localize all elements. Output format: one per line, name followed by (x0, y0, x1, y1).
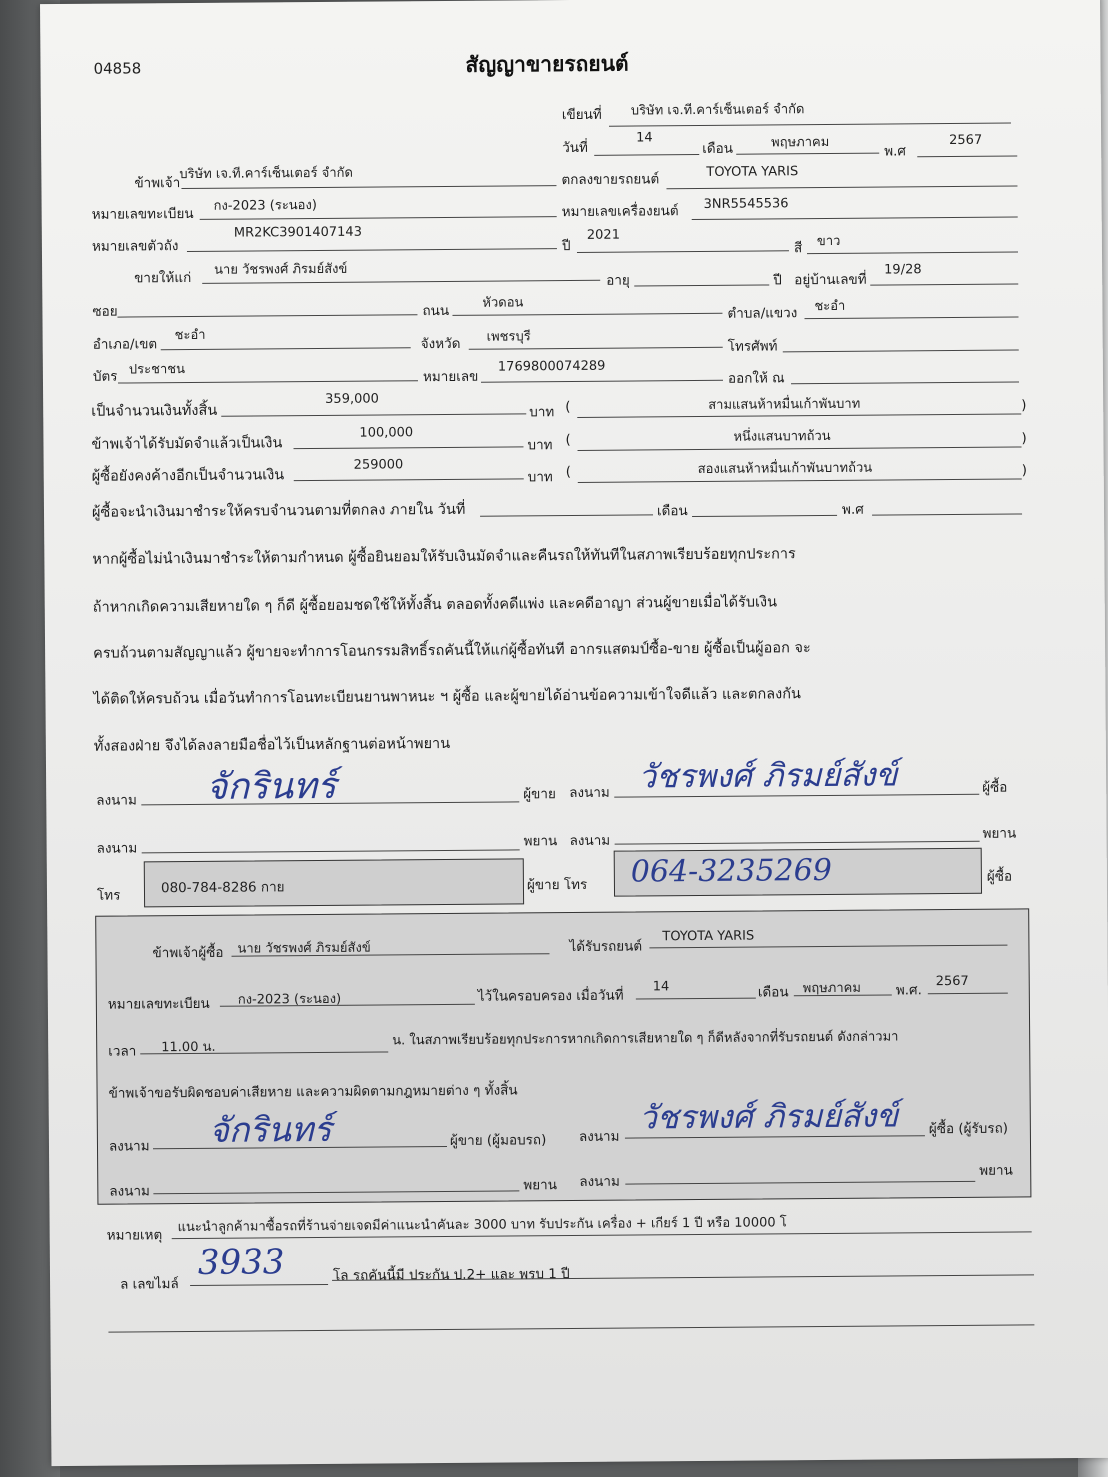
total-baht: บาท (529, 404, 555, 421)
deposit-words-line (578, 446, 1022, 450)
deposit-open-paren: ( (565, 432, 571, 449)
remain-label: ผู้ซื้อยังคงค้างอีกเป็นจำนวนเงิน (91, 467, 285, 485)
witness2-sign-line (615, 841, 980, 845)
receipt-plate-label: หมายเลขทะเบียน (107, 995, 210, 1013)
terms-line-4: ได้ติดให้ครบถ้วน เมื่อวันทำการโอนทะเบียนยานพาหนะ ฯ ผู้ซื้อ และผู้ขายได้อ่านข้อความเข้าใจดีแล้ว และตกลงกัน (93, 686, 801, 708)
receipt-month-label: เดือน (757, 984, 789, 1001)
receipt-witness1-role: พยาน (523, 1177, 557, 1194)
receipt-seller-sign-label: ลงนาม (108, 1138, 150, 1155)
remarks-text: แนะนำลูกค้ามาซื้อรถที่ร้านจ่ายเจดมีค่าแนะนำคันละ 3000 บาท รับประกัน เครื่อง + เกียร์ 1 ปี หรือ 10000 โ (177, 1215, 787, 1236)
receipt-witness2-role: พยาน (979, 1162, 1013, 1179)
remain-value: 259000 (353, 457, 404, 473)
card-value: ประชาชน (128, 362, 186, 378)
month-line (736, 153, 879, 155)
buyer-line (202, 280, 600, 284)
due-year-label: พ.ศ (841, 501, 864, 518)
due-month-label: เดือน (656, 503, 688, 520)
remarks-line-3 (108, 1324, 1034, 1332)
witness1-sign-label: ลงนาม (96, 840, 138, 857)
receipt-buyer-name: นาย วัชรพงศ์ ภิรมย์สังข์ (237, 940, 371, 957)
seller-phone: 080-784-8286 กาย (160, 879, 285, 897)
deposit-line (294, 446, 524, 449)
plate-label: หมายเลขทะเบียน (91, 205, 194, 223)
buyer-role: ผู้ซื้อ (982, 779, 1008, 796)
deposit-words: หนึ่งแสนบาทถ้วน (733, 428, 831, 445)
receipt-witness2-sign-label: ลงนาม (579, 1173, 620, 1190)
color-value: ขาว (816, 233, 841, 250)
seller-sign-label: ลงนาม (96, 792, 137, 809)
engine-label: หมายเลขเครื่องยนต์ (561, 203, 679, 221)
total-label: เป็นจำนวนเงินทั้งสิ้น (91, 402, 218, 420)
agree-line (666, 185, 1017, 189)
terms-line-3: ครบถ้วนตามสัญญาแล้ว ผู้ขายจะทำการโอนกรรมสิทธิ์รถคันนี้ให้แก่ผู้ซื้อทันที อากรแสตมป์ซื้อ-ขาย ผู้ซื้อเป็นผู้ออก จะ (93, 640, 811, 662)
year-line (917, 155, 1017, 157)
subdistrict-value: ชะอำ (814, 298, 846, 315)
vehicle-year-value: 2021 (586, 227, 621, 243)
seller-signature: จักรินทร์ (206, 765, 337, 808)
remain-close-paren: ) (1021, 462, 1028, 479)
house-line (870, 283, 1018, 285)
soi-line (117, 314, 417, 317)
receipt-year: 2567 (935, 973, 969, 990)
mileage-line (190, 1284, 328, 1286)
receipt-seller-signature: จักรินทร์ (208, 1109, 332, 1151)
written-at-line (609, 123, 1011, 127)
remain-baht: บาท (527, 469, 553, 486)
buyer-phone-role: ผู้ซื้อ (986, 868, 1013, 885)
receipt-time: 11.00 น. (161, 1039, 216, 1056)
year-label: พ.ศ (884, 143, 907, 160)
subdistrict-line (805, 316, 1019, 319)
buyer-sign-label: ลงนาม (569, 784, 610, 802)
engine-line (692, 216, 1018, 220)
phone-label: โทรศัพท์ (727, 338, 778, 355)
receipt-buyer-sign-label: ลงนาม (578, 1128, 620, 1145)
terms-line-2: ถ้าหากเกิดความเสียหายใด ๆ ก็ดี ผู้ซื้อยอมชดใช้ให้ทั้งสิ้น ตลอดทั้งคดีแพ่ง และคดีอาญา ส่วนผู้ขายเมื่อได้รับเงิน (92, 594, 778, 616)
chassis-label: หมายเลขตัวถัง (91, 238, 179, 255)
seller-phone-label: โทร (96, 887, 121, 904)
total-value: 359,000 (325, 391, 379, 407)
mileage-suffix: โล รถคันนี้มี ประกัน ป.2+ และ พรบ 1 ปี (332, 1266, 570, 1284)
total-close-paren: ) (1021, 397, 1027, 414)
card-line (118, 380, 418, 383)
remain-words: สองแสนห้าหมื่นเก้าพันบาทถ้วน (697, 460, 873, 478)
issued-label: ออกให้ ณ (727, 370, 785, 387)
id-line (481, 380, 723, 383)
receipt-responsibility-text: ข้าพเจ้าขอรับผิดชอบค่าเสียหาย และความผิดตามกฎหมายต่าง ๆ ทั้งสิ้น (108, 1082, 518, 1102)
agree-label: ตกลงขายรถยนต์ (561, 171, 660, 189)
district-line (161, 347, 411, 350)
chassis-value: MR2KC3901407143 (233, 224, 363, 241)
receipt-plate: กง-2023 (ระนอง) (237, 991, 342, 1008)
seller-value: บริษัท เจ.ที.คาร์เซ็นเตอร์ จำกัด (179, 165, 353, 183)
receipt-buyer-signature: วัชรพงศ์ ภิรมย์สังข์ (638, 1096, 899, 1137)
deposit-value: 100,000 (359, 425, 414, 441)
witness2-role: พยาน (982, 825, 1017, 842)
buyer-phone: 064-3235269 (630, 852, 832, 890)
house-label: อยู่บ้านเลขที่ (794, 271, 867, 289)
age-label: อายุ (606, 272, 630, 289)
deposit-close-paren: ) (1021, 430, 1027, 447)
chassis-line (187, 248, 557, 252)
written-at-value: บริษัท เจ.ที.คาร์เซ็นเตอร์ จำกัด (630, 102, 805, 119)
deposit-baht: บาท (527, 437, 553, 454)
written-at-label: เขียนที่ (561, 106, 602, 124)
witness1-sign-line (142, 849, 520, 853)
due-label: ผู้ซื้อจะนำเงินมาชำระให้ครบจำนวนตามที่ตกลง ภายใน วันที่ (91, 501, 466, 521)
witness2-sign-label: ลงนาม (569, 832, 611, 850)
color-label: สี (793, 240, 803, 257)
road-line (452, 313, 722, 316)
terms-line-1: หากผู้ซื้อไม่นำเงินมาชำระให้ตามกำหนด ผู้ซื้อยินยอมให้รับเงินมัดจำและคืนรถให้ทันทีในสภาพเรียบร้อยทุกประการ (92, 546, 796, 568)
year-value: 2567 (949, 132, 983, 149)
buyer-name: นาย วัชรพงศ์ ภิรมย์สังข์ (214, 261, 348, 278)
total-open-paren: ( (565, 399, 571, 416)
remain-open-paren: ( (565, 464, 572, 481)
remain-line (294, 478, 524, 481)
receipt-possession-label: ไว้ในครอบครอง เมื่อวันที่ (477, 987, 624, 1005)
receipt-witness1-sign-label: ลงนาม (109, 1183, 150, 1200)
receipt-car: TOYOTA YARIS (662, 928, 755, 945)
color-line (807, 251, 1018, 254)
receipt-box (95, 908, 1031, 1204)
phone-line (783, 349, 1019, 352)
seller-line (181, 185, 556, 189)
road-value: หัวดอน (482, 295, 524, 311)
document-number: 04858 (93, 59, 142, 78)
terms-line-5: ทั้งสองฝ่าย จึงได้ลงลายมือชื่อไว้เป็นหลักฐานต่อหน้าพยาน (93, 735, 451, 755)
car-value: TOYOTA YARIS (706, 164, 799, 180)
receipt-time-label: เวลา (108, 1043, 137, 1060)
total-words: สามแสนห้าหมื่นเก้าพันบาท (708, 396, 861, 413)
buyer-signature: วัชรพงศ์ ภิรมย์สังข์ (637, 755, 898, 796)
plate-value: กง-2023 (ระนอง) (213, 197, 317, 214)
receipt-day: 14 (652, 979, 670, 995)
province-value: เพชรบุรี (486, 329, 531, 345)
district-value: ชะอำ (174, 327, 206, 344)
subdistrict-label: ตำบล/แขวง (727, 305, 798, 322)
card-label: บัตร (92, 368, 118, 385)
district-label: อำเภอ/เขต (92, 336, 158, 353)
receipt-condition-text: น. ในสภาพเรียบร้อยทุกประการหากเกิดการเสียหายใด ๆ ก็ดีหลังจากที่รับรถยนต์ ดังกล่าวมา (392, 1029, 899, 1049)
vehicle-year-line (577, 250, 789, 253)
receipt-buyer-role: ผู้ซื้อ (ผู้รับรถ) (928, 1120, 1009, 1138)
remain-words-line (578, 478, 1022, 482)
month-value: พฤษภาคม (771, 134, 830, 151)
date-label: วันที่ (562, 139, 588, 157)
mileage-prefix: ล เลขไมล์ (120, 1276, 179, 1293)
remarks-label: หมายเหตุ (106, 1227, 163, 1244)
due-day-line (480, 514, 653, 516)
day-line (594, 154, 699, 156)
month-label: เดือน (702, 140, 733, 157)
receipt-received-label: ได้รับรถยนต์ (569, 938, 643, 956)
contract-paper (40, 0, 1108, 1466)
province-label: จังหวัด (420, 335, 461, 353)
province-line (469, 347, 723, 350)
receipt-buyer-label: ข้าพเจ้าผู้ซื้อ (152, 944, 224, 962)
receipt-month: พฤษภาคม (802, 980, 861, 997)
plate-line (200, 216, 557, 220)
due-month-line (692, 515, 837, 517)
receipt-seller-role: ผู้ขาย (ผู้มอบรถ) (449, 1132, 547, 1149)
due-year-line (872, 513, 1022, 515)
sell-to-label: ขายให้แก่ (134, 269, 192, 287)
total-line (221, 413, 526, 416)
seller-role: ผู้ขาย (523, 786, 556, 803)
receipt-year-label: พ.ศ. (895, 982, 922, 999)
witness1-role: พยาน (523, 833, 558, 850)
seller-phone-box (144, 858, 524, 907)
mileage-value: 3933 (197, 1242, 285, 1283)
id-value: 1769800074289 (497, 358, 606, 375)
engine-value: 3NR5545536 (703, 196, 789, 212)
house-value: 19/28 (884, 262, 922, 278)
document-title: สัญญาขายรถยนต์ (465, 51, 629, 77)
buyer-phone-box (614, 848, 982, 897)
id-label: หมายเลข (422, 368, 479, 386)
deposit-label: ข้าพเจ้าได้รับมัดจำแล้วเป็นเงิน (91, 435, 283, 453)
seller-label: ข้าพเจ้า (134, 175, 181, 192)
age-line (634, 284, 769, 286)
age-unit: ปี (773, 272, 782, 289)
soi-label: ซอย (92, 303, 118, 320)
vehicle-year-label: ปี (561, 238, 571, 255)
road-label: ถนน (422, 302, 450, 320)
issued-line (791, 381, 1019, 384)
seller-phone-role: ผู้ขาย โทร (526, 876, 588, 894)
day-value: 14 (636, 130, 653, 146)
